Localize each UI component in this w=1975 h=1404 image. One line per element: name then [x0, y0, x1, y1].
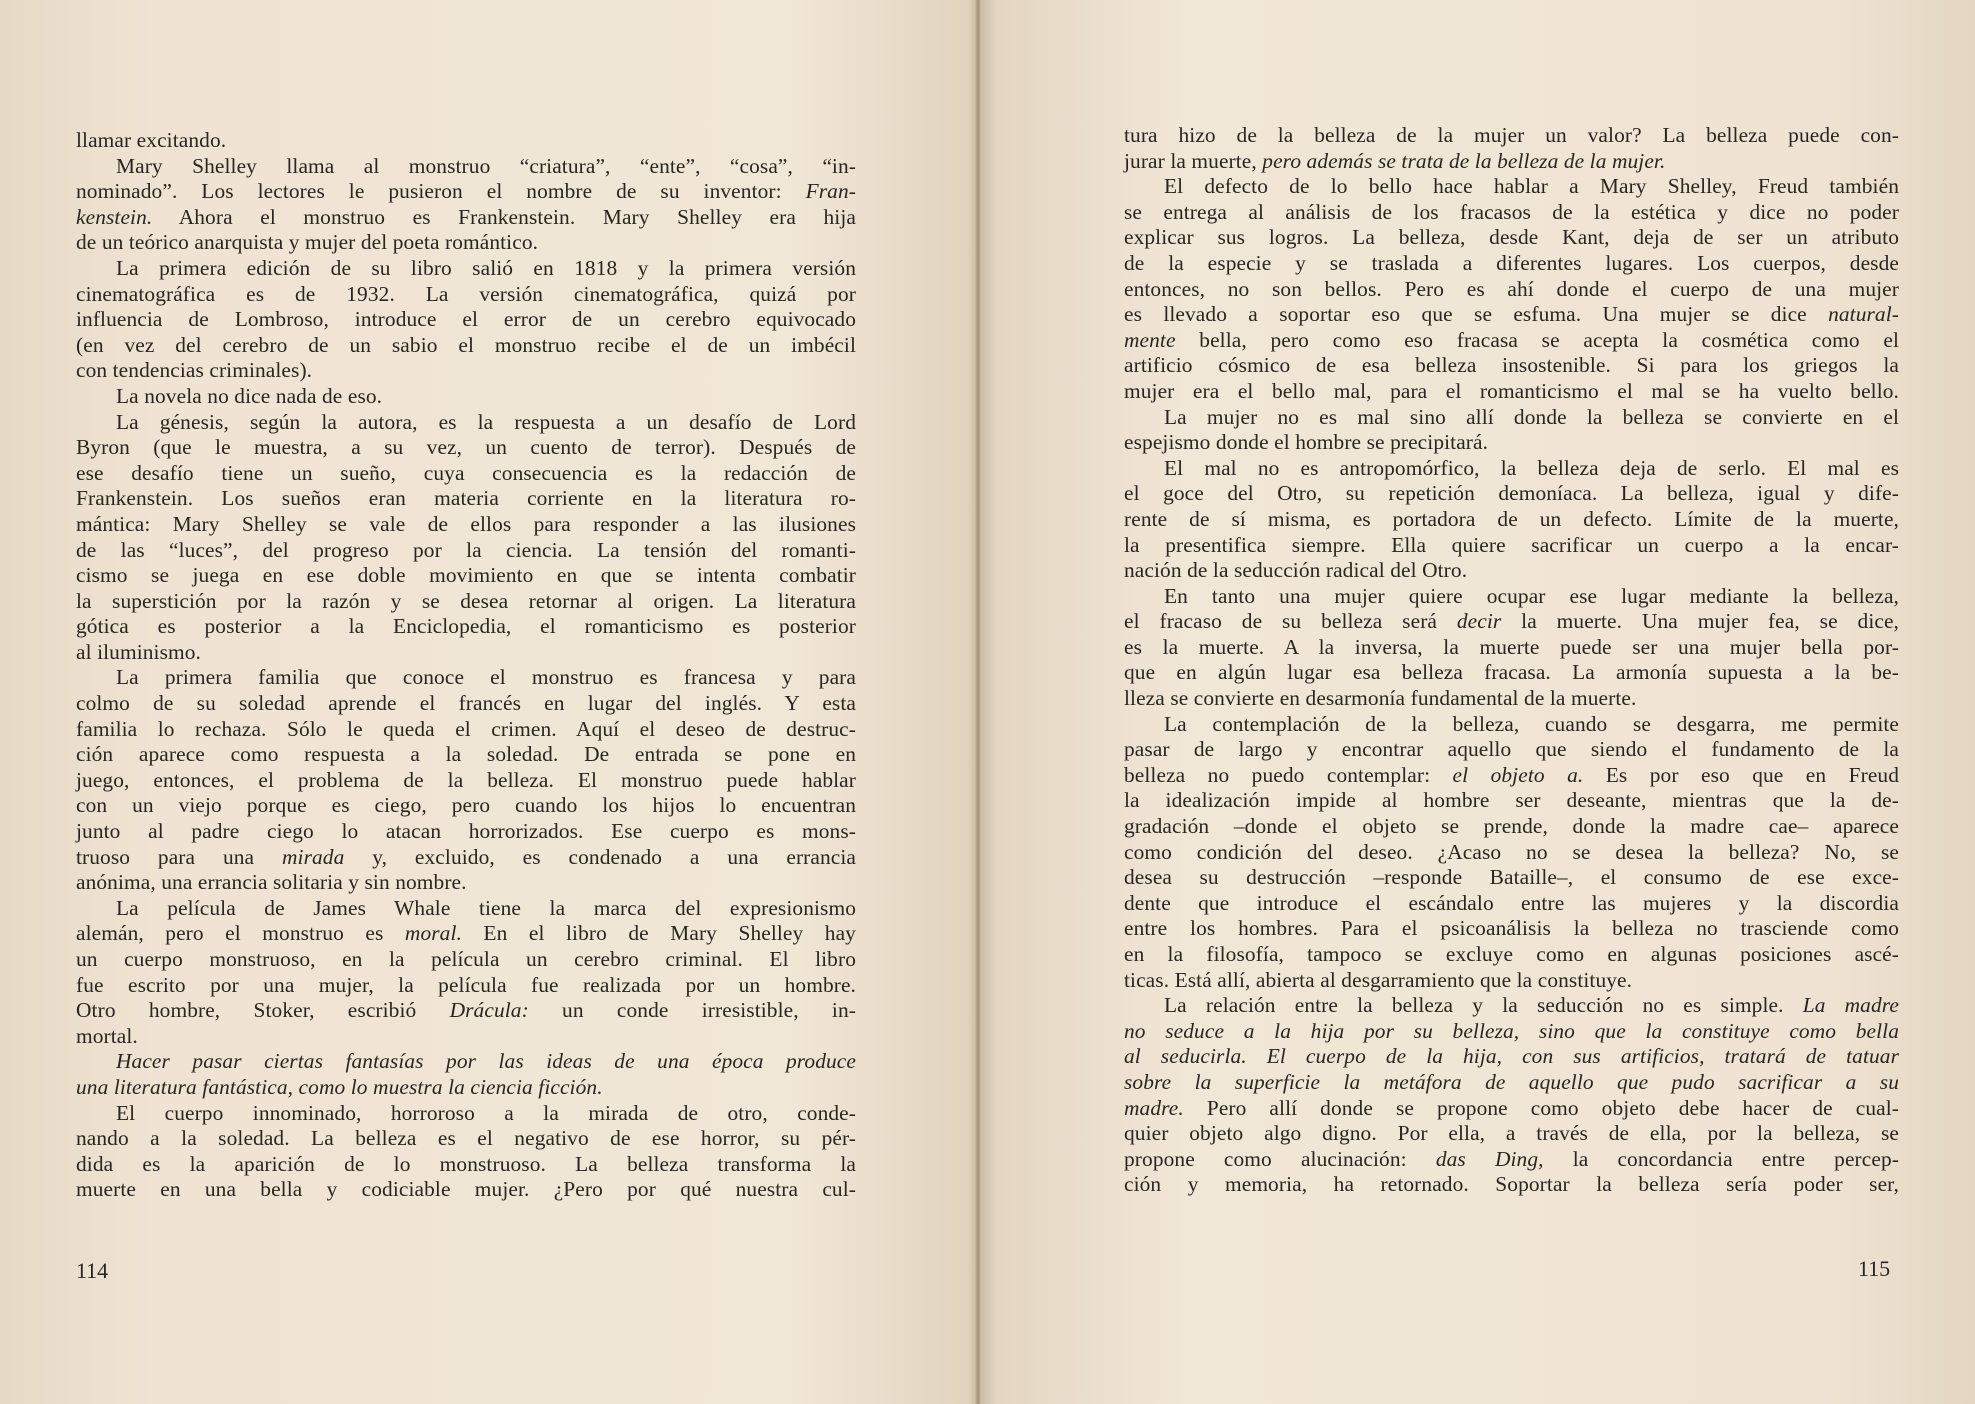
text-line [76, 819, 856, 845]
text-line [1124, 379, 1899, 405]
text-segment: La novela no dice nada de eso. [116, 383, 383, 408]
text-segment: dente que introduce el escándalo entre las mujeres y la discordia [1124, 890, 1899, 915]
text-line [76, 614, 856, 640]
text-segment: colmo de su soledad aprende el francés en lugar del inglés. Y esta [76, 691, 856, 716]
text-line [76, 1049, 856, 1075]
text-segment: jurar la muerte, [1124, 148, 1263, 173]
text-line [76, 538, 856, 564]
text-line [76, 742, 856, 768]
text-line [76, 384, 856, 410]
text-segment: espejismo donde el hombre se precipitará. [1124, 430, 1489, 455]
text-segment: la idealización impide al hombre ser deseante, mientras que la de- [1124, 788, 1899, 813]
text-line [76, 128, 856, 154]
text-line [1124, 174, 1899, 200]
text-segment: fue escrito por una mujer, la película fue realizada por un hombre. [76, 972, 856, 997]
text-line [1124, 635, 1899, 661]
text-segment: la presentifica siempre. Ella quiere sacrificar un cuerpo a la encar- [1124, 532, 1899, 557]
text-line [76, 486, 856, 512]
italic-text-segment: el objeto a. [1452, 762, 1584, 787]
text-line [1124, 405, 1899, 431]
text-line [76, 435, 856, 461]
text-segment: pasar de largo y encontrar aquello que siendo el fundamento de la [1124, 737, 1899, 762]
text-line [1124, 840, 1899, 866]
text-line [76, 589, 856, 615]
text-segment: es la muerte. A la inversa, la muerte puede ser una mujer bella por- [1124, 634, 1899, 659]
text-segment: belleza no puedo contemplar: [1124, 762, 1453, 787]
text-segment: anónima, una errancia solitaria y sin nombre. [76, 870, 467, 895]
text-line [1124, 277, 1899, 303]
text-line [76, 717, 856, 743]
text-segment: que en algún lugar esa belleza fracasa. La armonía supuesta a la be- [1124, 660, 1899, 685]
text-segment: rente de sí misma, es portadora de un defecto. Límite de la muerte, [1124, 506, 1899, 531]
italic-text-segment: Fran- [805, 179, 856, 204]
text-line [76, 998, 856, 1024]
text-line [76, 1152, 856, 1178]
text-line [76, 640, 856, 666]
italic-text-segment: Hacer pasar ciertas fantasías por las ideas de una época produce [116, 1049, 856, 1074]
text-line [76, 845, 856, 871]
text-line [1124, 533, 1899, 559]
text-line [76, 563, 856, 589]
text-segment: (en vez del cerebro de un sabio el monstruo recibe el de un imbécil [76, 332, 856, 357]
italic-text-segment: decir [1456, 609, 1502, 634]
text-line [76, 1075, 856, 1101]
italic-text-segment: La madre [1802, 993, 1899, 1018]
text-line [76, 179, 856, 205]
text-line [76, 512, 856, 538]
text-segment: muerte en una bella y codiciable mujer. ¿Pero por qué nuestra cul- [76, 1177, 856, 1202]
text-segment: Pero allí donde se propone como objeto debe hacer de cual- [1183, 1095, 1899, 1120]
text-segment: y, excluido, es condenado a una errancia [344, 844, 857, 869]
text-segment: alemán, pero el monstruo es [76, 921, 405, 946]
text-line [76, 1177, 856, 1203]
text-segment: La mujer no es mal sino allí donde la belleza se convierte en el [1164, 404, 1899, 429]
text-segment: se entrega al análisis de los fracasos de la estética y dice no poder [1124, 199, 1899, 224]
text-line [1124, 456, 1899, 482]
text-line [76, 282, 856, 308]
text-segment: tura hizo de la belleza de la mujer un valor? La belleza puede con- [1124, 123, 1899, 147]
text-line [1124, 712, 1899, 738]
text-segment: el fracaso de su belleza será [1124, 609, 1457, 634]
text-segment: entonces, no son bellos. Pero es ahí donde el cuerpo de una mujer [1124, 276, 1899, 301]
italic-text-segment: Drácula: [449, 998, 529, 1023]
text-segment: Frankenstein. Los sueños eran materia corriente en la literatura ro- [76, 486, 856, 511]
text-segment: mántica: Mary Shelley se vale de ellos para responder a las ilusiones [76, 511, 856, 536]
text-segment: al iluminismo. [76, 639, 201, 664]
text-segment: El cuerpo innominado, horroroso a la mirada de otro, conde- [116, 1100, 856, 1125]
text-line [1124, 430, 1899, 456]
text-line [1124, 609, 1899, 635]
text-segment: artificio cósmico de esa belleza insostenible. Si para los griegos la [1124, 353, 1899, 378]
text-segment: la concordancia entre percep- [1543, 1146, 1899, 1171]
text-segment: influencia de Lombroso, introduce el error de un cerebro equivocado [76, 307, 856, 332]
text-line [76, 307, 856, 333]
text-line [1124, 1070, 1899, 1096]
text-segment: explicar sus logros. La belleza, desde Kant, deja de ser un atributo [1124, 225, 1899, 250]
text-line [1124, 916, 1899, 942]
text-line [76, 896, 856, 922]
text-line [1124, 788, 1899, 814]
text-line [1124, 1044, 1899, 1070]
text-line [76, 1126, 856, 1152]
text-line [76, 205, 856, 231]
text-line [1124, 1096, 1899, 1122]
text-segment: ese desafío tiene un sueño, cuya consecuencia es la redacción de [76, 460, 856, 485]
text-segment: truoso para una [76, 844, 282, 869]
text-line [1124, 865, 1899, 891]
italic-text-segment: mirada [281, 844, 345, 869]
left-page-text [76, 128, 856, 1203]
italic-text-segment: sobre la superficie la metáfora de aquello que pudo sacrificar a su [1124, 1069, 1899, 1094]
text-line [1124, 481, 1899, 507]
italic-text-segment: kenstein. [76, 204, 153, 229]
text-segment: ción aparece como respuesta a la soledad. De entrada se pone en [76, 742, 856, 767]
text-segment: como condición del deseo. ¿Acaso no se desea la belleza? No, se [1124, 839, 1899, 864]
text-line [1124, 1172, 1899, 1198]
italic-text-segment: das Ding, [1435, 1146, 1544, 1171]
text-segment: de las “luces”, del progreso por la ciencia. La tensión del romanti- [76, 537, 856, 562]
text-segment: La contemplación de la belleza, cuando se desgarra, me permite [1164, 711, 1899, 736]
text-segment: La primera familia que conoce el monstruo es francesa y para [116, 665, 856, 690]
text-line [1124, 686, 1899, 712]
italic-text-segment: una literatura fantástica, como lo muestra la ciencia ficción. [76, 1074, 603, 1099]
left-page-number: 114 [76, 1258, 109, 1283]
text-segment: Byron (que le muestra, a su vez, un cuento de terror). Después de [76, 435, 856, 460]
text-segment: gótica es posterior a la Enciclopedia, el romanticismo es posterior [76, 614, 856, 639]
text-segment: cinematográfica es de 1932. La versión cinematográfica, quizá por [76, 281, 856, 306]
text-line [1124, 1121, 1899, 1147]
text-line [76, 921, 856, 947]
text-segment: quier objeto algo digno. Por ella, a través de ella, por la belleza, se [1124, 1121, 1899, 1146]
text-segment: mujer era el bello mal, para el romanticismo el mal se ha vuelto bello. [1124, 378, 1899, 403]
right-page-number: 115 [1858, 1256, 1891, 1281]
italic-text-segment: natural- [1828, 302, 1899, 327]
text-segment: propone como alucinación: [1124, 1146, 1436, 1171]
text-segment: Ahora el monstruo es Frankenstein. Mary Shelley era hija [152, 204, 856, 229]
italic-text-segment: al seducirla. El cuerpo de la hija, con sus artificios, tratará de tatuar [1124, 1044, 1899, 1069]
text-segment: el goce del Otro, su repetición demoníaca. La belleza, igual y dife- [1124, 481, 1899, 506]
text-segment: llamar excitando. [76, 128, 227, 152]
text-line [1124, 1147, 1899, 1173]
italic-text-segment: pero además se trata de la belleza de la mujer. [1262, 148, 1666, 173]
text-segment: junto al padre ciego lo atacan horrorizados. Ese cuerpo es mons- [76, 819, 856, 844]
text-segment: familia lo rechaza. Sólo le queda el crimen. Aquí el deseo de destruc- [76, 716, 856, 741]
text-line [1124, 328, 1899, 354]
text-segment: Es por eso que en Freud [1583, 762, 1900, 787]
text-line [76, 973, 856, 999]
text-line [1124, 123, 1899, 149]
text-line [76, 256, 856, 282]
text-line [1124, 558, 1899, 584]
text-line [1124, 353, 1899, 379]
text-segment: de la especie y se traslada a diferentes lugares. Los cuerpos, desde [1124, 250, 1899, 275]
text-line [1124, 149, 1899, 175]
text-segment: En tanto una mujer quiere ocupar ese lugar mediante la belleza, [1164, 583, 1899, 608]
right-page [981, 0, 1975, 1404]
text-line [1124, 737, 1899, 763]
text-line [76, 947, 856, 973]
text-line [1124, 660, 1899, 686]
left-page [0, 0, 975, 1404]
text-segment: juego, entonces, el problema de la belleza. El monstruo puede hablar [76, 767, 856, 792]
text-line [1124, 993, 1899, 1019]
text-line [76, 870, 856, 896]
text-line [76, 230, 856, 256]
text-segment: La génesis, según la autora, es la respuesta a un desafío de Lord [116, 409, 856, 434]
text-segment: nando a la soledad. La belleza es el negativo de ese horror, su pér- [76, 1126, 856, 1151]
text-segment: de un teórico anarquista y mujer del poeta romántico. [76, 230, 539, 255]
text-line [1124, 200, 1899, 226]
text-segment: Otro hombre, Stoker, escribió [76, 998, 450, 1023]
text-line [76, 410, 856, 436]
text-line [76, 333, 856, 359]
text-segment: Mary Shelley llama al monstruo “criatura”, “ente”, “cosa”, “in- [116, 153, 856, 178]
right-page-text [1124, 123, 1899, 1198]
text-line [1124, 968, 1899, 994]
text-segment: con un viejo porque es ciego, pero cuando los hijos lo encuentran [76, 793, 856, 818]
italic-text-segment: no seduce a la hija por su belleza, sino que la constituye como bella [1124, 1018, 1899, 1043]
italic-text-segment: moral. [404, 921, 462, 946]
text-segment: un conde irresistible, in- [528, 998, 856, 1023]
text-segment: La relación entre la belleza y la seducción no es simple. [1164, 993, 1803, 1018]
italic-text-segment: madre. [1124, 1095, 1184, 1120]
text-segment: es llevado a soportar eso que se esfuma. Una mujer se dice [1124, 302, 1829, 327]
text-line [1124, 942, 1899, 968]
text-segment: con tendencias criminales). [76, 358, 313, 383]
italic-text-segment: mente [1124, 327, 1176, 352]
text-segment: en la filosofía, tampoco se excluye como en algunas posiciones ascé- [1124, 942, 1899, 966]
text-segment: cismo se juega en ese doble movimiento en que se intenta combatir [76, 563, 856, 588]
text-line [1124, 814, 1899, 840]
text-segment: entre los hombres. Para el psicoanálisis la belleza no trasciende como [1124, 916, 1899, 941]
text-line [1124, 507, 1899, 533]
text-segment: nominado”. Los lectores le pusieron el nombre de su inventor: [76, 179, 806, 204]
text-line [1124, 302, 1899, 328]
text-segment: ción y memoria, ha retornado. Soportar la belleza sería poder ser, [1124, 1172, 1899, 1197]
text-line [76, 665, 856, 691]
text-line [76, 358, 856, 384]
text-segment: La película de James Whale tiene la marca del expresionismo [116, 895, 856, 920]
text-line [1124, 584, 1899, 610]
text-segment: desea su destrucción –responde Bataille–, el consumo de ese exce- [1124, 865, 1899, 890]
text-line [1124, 1019, 1899, 1045]
text-segment: la muerte. Una mujer fea, se dice, [1501, 609, 1900, 634]
text-segment: gradación –donde el objeto se prende, donde la madre cae– aparece [1124, 814, 1899, 839]
text-segment: la superstición por la razón y se desea retornar al origen. La literatura [76, 588, 856, 613]
text-segment: En el libro de Mary Shelley hay [461, 921, 856, 946]
text-segment: El defecto de lo bello hace hablar a Mary Shelley, Freud también [1164, 174, 1899, 199]
text-line [76, 793, 856, 819]
text-segment: nación de la seducción radical del Otro. [1124, 558, 1468, 583]
text-line [1124, 763, 1899, 789]
text-segment: lleza se convierte en desarmonía fundamental de la muerte. [1124, 686, 1637, 711]
text-segment: dida es la aparición de lo monstruoso. La belleza transforma la [76, 1151, 856, 1176]
text-line [76, 768, 856, 794]
text-line [76, 691, 856, 717]
text-line [1124, 251, 1899, 277]
text-segment: bella, pero como eso fracasa se acepta la cosmética como el [1175, 327, 1899, 352]
text-line [1124, 225, 1899, 251]
text-line [76, 461, 856, 487]
text-segment: El mal no es antropomórfico, la belleza deja de serlo. El mal es [1164, 455, 1899, 480]
text-segment: ticas. Está allí, abierta al desgarramiento que la constituye. [1124, 967, 1633, 992]
text-line [76, 1024, 856, 1050]
text-line [76, 154, 856, 180]
text-line [1124, 891, 1899, 917]
text-segment: mortal. [76, 1023, 138, 1048]
text-segment: un cuerpo monstruoso, en la película un cerebro criminal. El libro [76, 947, 856, 971]
text-segment: La primera edición de su libro salió en 1818 y la primera versión [116, 255, 856, 280]
text-line [76, 1101, 856, 1127]
